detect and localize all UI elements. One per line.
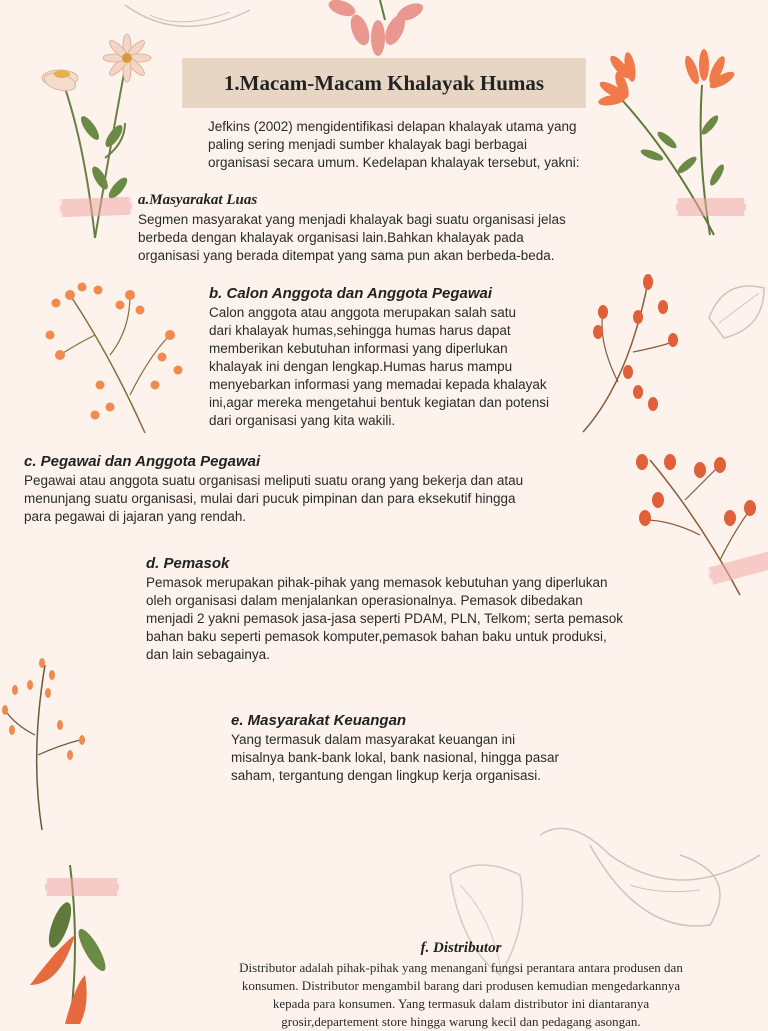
section-pegawai: [24, 453, 624, 526]
section-calon-anggota: [209, 285, 599, 430]
pink-tape-decoration: [45, 878, 119, 896]
intro-block: [208, 118, 648, 172]
section-heading: c. Pegawai dan Anggota Pegawai: [24, 453, 261, 470]
pink-tape-decoration: [60, 197, 133, 218]
orange-sprig-lower-left-illustration: [0, 655, 90, 835]
section-pemasok: [146, 555, 686, 664]
section-masyarakat-luas: [138, 192, 638, 265]
orange-sprig-left-illustration: [40, 275, 185, 435]
section-body: Pemasok merupakan pihak-pihak yang memasok kebutuhan yang diperlukan oleh organisasi dalam menjalankan operasionalnya. Pemasok dibedakan menjadi 2 yakni pemasok jasa-jasa seperti PDAM, PLN, Telkom; serta pemasok bahan baku seperti pemasok komputer,pemasok bahan baku untuk produksi, dan lain sebagainya.: [146, 575, 623, 662]
page-title: 1.Macam-Macam Khalayak Humas: [223, 70, 545, 95]
section-distributor: [196, 940, 726, 1031]
section-heading: a.Masyarakat Luas: [138, 192, 258, 208]
section-heading: e. Masyarakat Keuangan: [231, 712, 407, 729]
section-heading: b. Calon Anggota dan Anggota Pegawai: [209, 285, 493, 302]
section-body: Pegawai atau anggota suatu organisasi meliputi suatu orang yang bekerja dan atau menunjang suatu organisasi, mulai dari pucuk pimpinan dan para eksekutif hingga para pegawai di jajaran yang rendah.: [24, 473, 524, 524]
intro-text: Jefkins (2002) mengidentifikasi delapan khalayak utama yang paling sering menjadi sumber khalayak bagi berbagai organisasi secara umum. Kedelapan khalayak tersebut, yakni:: [208, 119, 580, 170]
pink-flower-top-illustration: [300, 0, 440, 60]
leaf-outline-right-illustration: [704, 278, 768, 348]
section-body: Distributor adalah pihak-pihak yang menangani fungsi perantara antara produsen dan konsumen. Distributor mengambil barang dari produsen kemudian mengedarkannya kepada para konsumen. Yang termasuk dalam distributor ini diantaranya grosir,departement store hingga warung kecil dan pedagang asongan.: [239, 960, 683, 1029]
section-masyarakat-keuangan: [231, 712, 631, 785]
pink-tape-decoration: [676, 198, 746, 216]
section-heading: f. Distributor: [420, 940, 502, 956]
section-body: Calon anggota atau anggota merupakan salah satu dari khalayak humas,sehingga humas harus dapat memberikan kebutuhan informasi yang diperlukan khalayak ini dengan lengkap.Humas harus mampu menyebarkan informasi yang memadai kepada khalayak ini,agar mereka mengetahui bentuk kegiatan dan potensi dari organisasi yang kita wakili.: [209, 305, 549, 428]
section-heading: d. Pemasok: [146, 555, 230, 572]
title-box: [182, 58, 586, 108]
section-body: Segmen masyarakat yang menjadi khalayak bagi suatu organisasi jelas berbeda dengan khalayak organisasi lain.Bahkan khalayak pada organisasi yang berada ditempat yang sama pun akan berbeda-beda.: [138, 212, 566, 263]
section-body: Yang termasuk dalam masyarakat keuangan ini misalnya bank-bank lokal, bank nasional, hingga pasar saham, tergantung dengan lingkup kerja organisasi.: [231, 732, 559, 783]
